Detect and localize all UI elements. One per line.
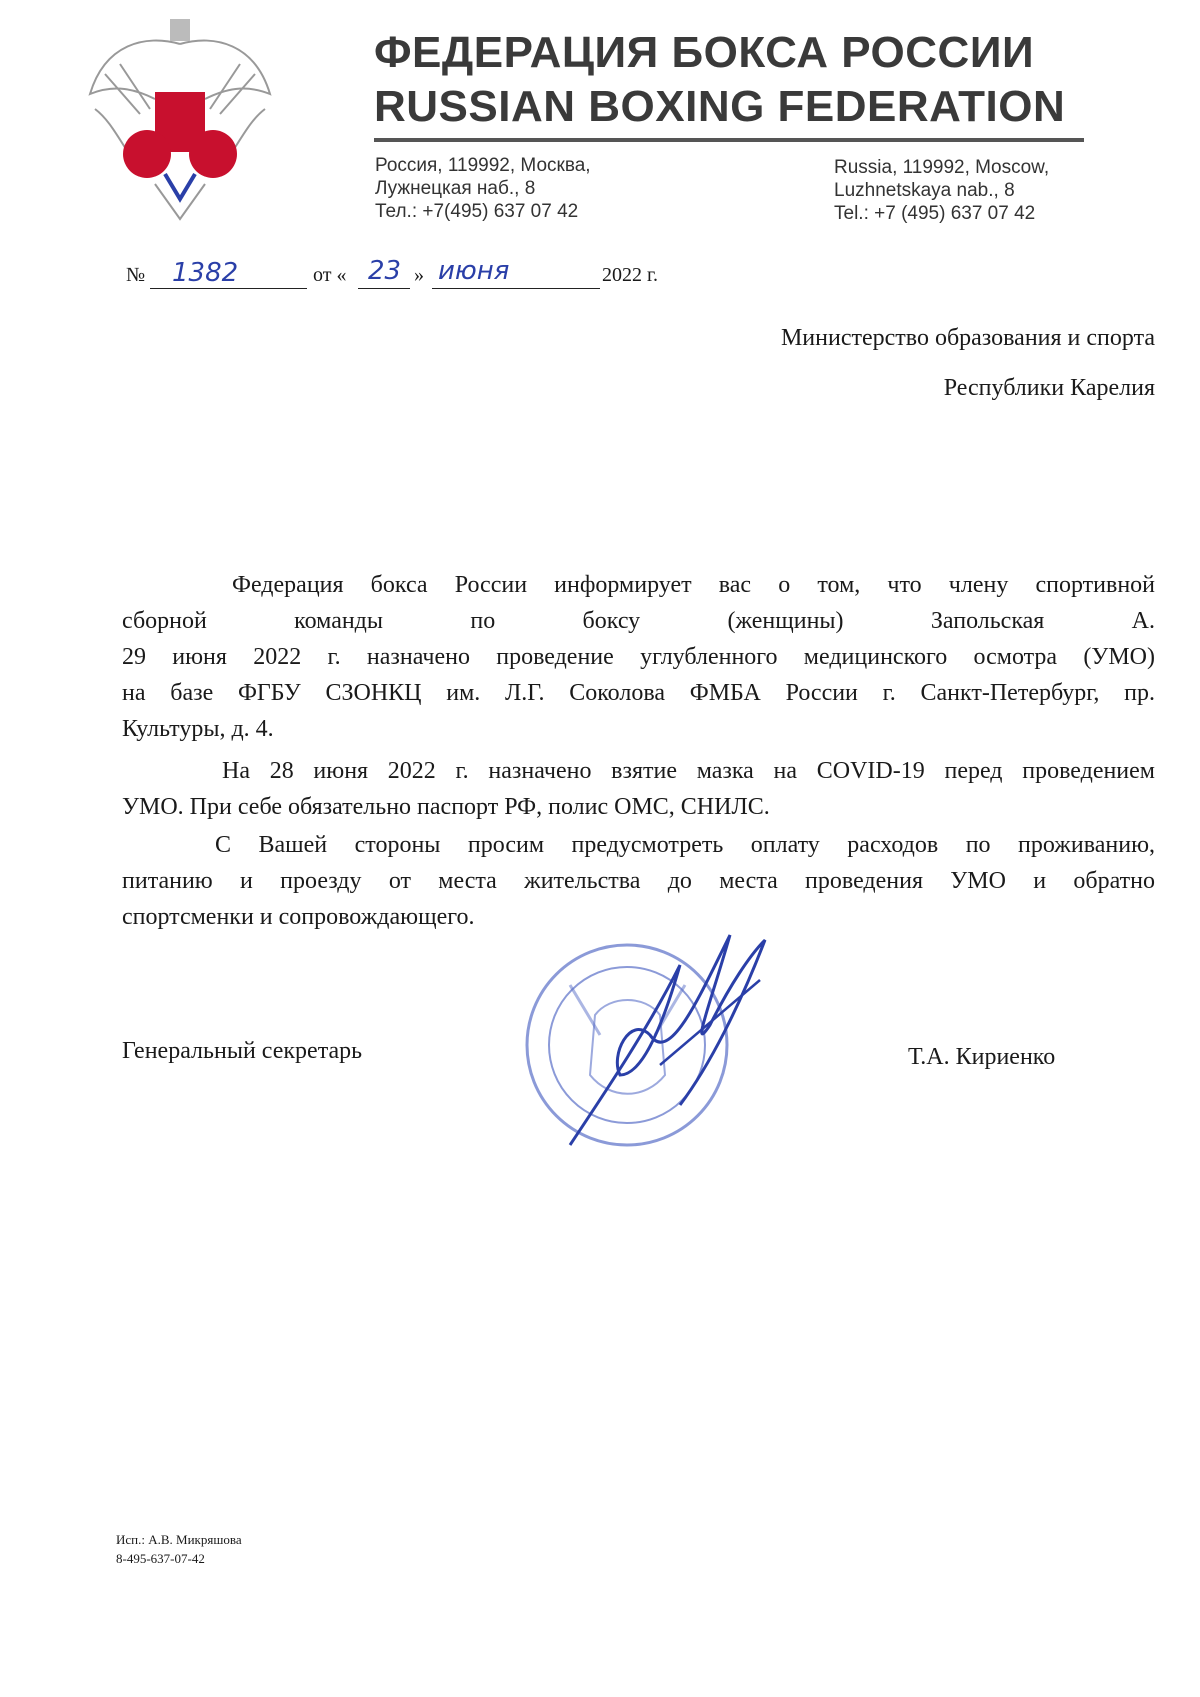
date-day: 23 [368,256,402,286]
handwritten-signature [560,925,780,1155]
body-line: На 28 июня 2022 г. назначено взятие мазка на COVID-19 перед проведением [222,758,1155,784]
signatory-position: Генеральный секретарь [122,1038,363,1064]
address-en-line: Russia, 119992, Moscow, [834,157,1050,178]
address-ru-line: Тел.: +7(495) 637 07 42 [375,201,579,222]
letterhead-divider [374,138,1084,142]
address-ru-line: Россия, 119992, Москва, [375,155,591,176]
federation-emblem-logo [85,14,275,224]
date-year: 2022 г. [602,264,658,286]
letter-number: 1382 [172,258,239,288]
body-line: на базе ФГБУ СЗОНКЦ им. Л.Г. Соколова ФМБА России г. Санкт-Петербург, пр. [122,680,1155,706]
body-line: Культуры, д. 4. [122,716,274,742]
date-close-quote: » [414,264,424,286]
address-en [834,156,1049,225]
body-line: сборной команды по боксу (женщины) Запольская А. [122,608,1155,634]
addressee-line: Министерство образования и спорта [780,325,1155,351]
number-label: № [126,264,146,286]
signatory-name: Т.А. Кириенко [908,1044,1056,1070]
body-line: Федерация бокса России информирует вас о том, что члену спортивной [232,572,1155,598]
date-month: июня [438,256,510,286]
body-line: УМО. При себе обязательно паспорт РФ, полис ОМС, СНИЛС. [122,794,770,820]
addressee-line: Республики Карелия [943,375,1155,401]
address-ru-line: Лужнецкая наб., 8 [375,178,536,199]
executor-phone: 8-495-637-07-42 [116,1551,205,1566]
body-line: питанию и проезду от места жительства до места проведения УМО и обратно [122,868,1155,894]
address-en-line: Luzhnetskaya nab., 8 [834,180,1015,201]
date-from-label: от « [313,264,347,286]
executor-name: Исп.: А.В. Микряшова [116,1532,242,1547]
letterhead-title-ru: ФЕДЕРАЦИЯ БОКСА РОССИИ [374,28,1035,77]
address-en-line: Tel.: +7 (495) 637 07 42 [834,203,1036,224]
body-line: С Вашей стороны просим предусмотреть оплату расходов по проживанию, [215,832,1155,858]
address-ru [375,154,591,223]
letterhead-title-en: RUSSIAN BOXING FEDERATION [374,82,1066,131]
body-line: 29 июня 2022 г. назначено проведение углубленного медицинского осмотра (УМО) [122,644,1155,670]
body-line: спортсменки и сопровождающего. [122,904,475,930]
